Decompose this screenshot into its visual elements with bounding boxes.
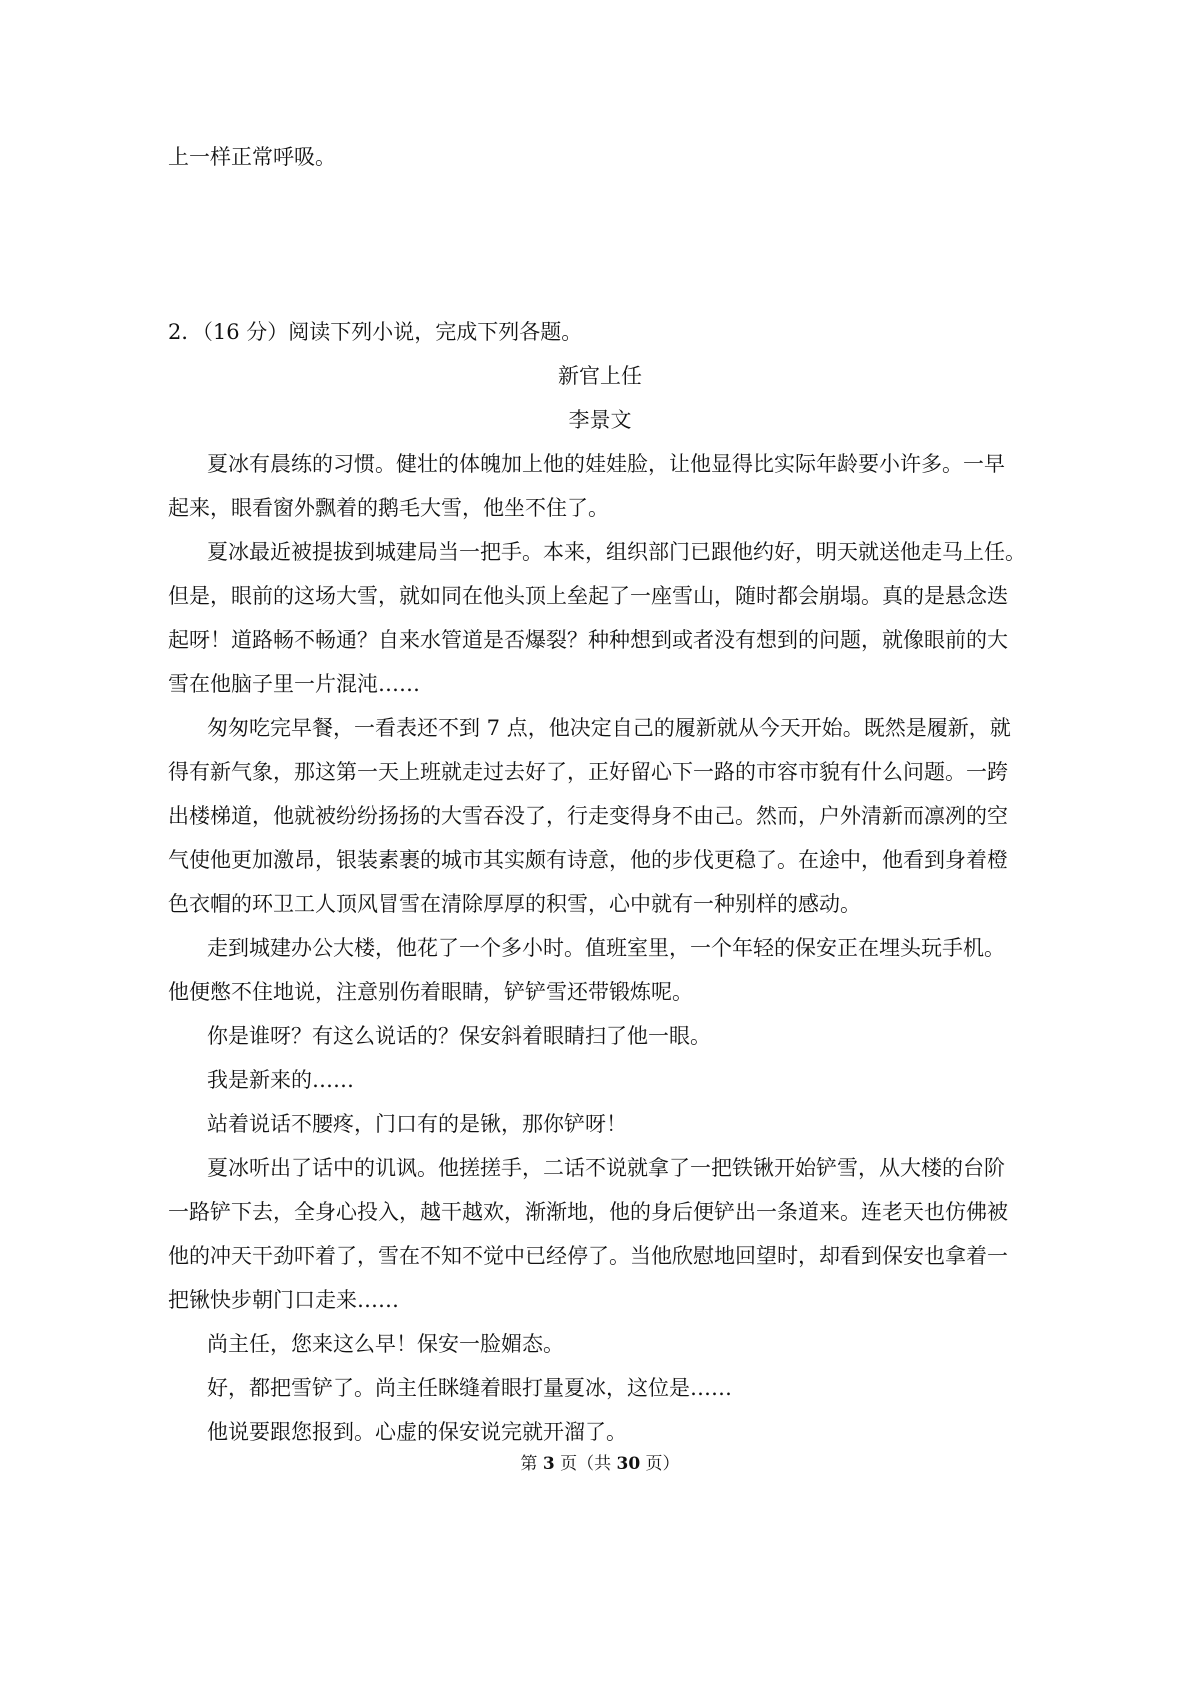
story-line: 匆匆吃完早餐，一看表还不到 7 点，他决定自己的履新就从今天开始。既然是履新，就 (207, 716, 1011, 740)
story-line: 起呀！道路畅不畅通？自来水管道是否爆裂？种种想到或者没有想到的问题，就像眼前的大 (168, 628, 1008, 652)
story-line: 尚主任，您来这么早！保安一脸媚态。 (207, 1332, 564, 1356)
story-line: 好，都把雪铲了。尚主任眯缝着眼打量夏冰，这位是…… (207, 1376, 732, 1400)
footer-page-number: 3 (542, 1454, 555, 1474)
footer-total-pages: 30 (616, 1454, 641, 1474)
story-line: 走到城建办公大楼，他花了一个多小时。值班室里，一个年轻的保安正在埋头玩手机。 (207, 936, 1005, 960)
story-title: 新官上任 (558, 364, 642, 388)
story-line: 把锹快步朝门口走来…… (168, 1288, 399, 1312)
page-footer (0, 1454, 1200, 1474)
story-line: 他便憋不住地说，注意别伤着眼睛，铲铲雪还带锻炼呢。 (168, 980, 693, 1004)
story-line: 站着说话不腰疼，门口有的是锹，那你铲呀！ (207, 1112, 627, 1136)
story-line: 夏冰有晨练的习惯。健壮的体魄加上他的娃娃脸，让他显得比实际年龄要小许多。一早 (207, 452, 1005, 476)
story-line: 得有新气象，那这第一天上班就走过去好了，正好留心下一路的市容市貌有什么问题。一跨 (168, 760, 1008, 784)
question-header: 2．（16 分）阅读下列小说，完成下列各题。 (168, 320, 583, 344)
story-line: 一路铲下去，全身心投入，越干越欢，渐渐地，他的身后便铲出一条道来。连老天也仿佛被 (168, 1200, 1008, 1224)
story-line: 你是谁呀？有这么说话的？保安斜着眼睛扫了他一眼。 (207, 1024, 711, 1048)
footer-middle: 页（共 (554, 1454, 617, 1474)
story-author: 李景文 (568, 408, 632, 432)
story-line: 他说要跟您报到。心虚的保安说完就开溜了。 (207, 1420, 627, 1444)
story-line: 起来，眼看窗外飘着的鹅毛大雪，他坐不住了。 (168, 496, 609, 520)
story-line: 但是，眼前的这场大雪，就如同在他头顶上垒起了一座雪山，随时都会崩塌。真的是悬念迭 (168, 584, 1008, 608)
footer-prefix: 第 (520, 1454, 543, 1474)
story-line: 气使他更加激昂，银装素裹的城市其实颇有诗意，他的步伐更稳了。在途中，他看到身着橙 (168, 848, 1008, 872)
story-line: 他的冲天干劲吓着了，雪在不知不觉中已经停了。当他欣慰地回望时，却看到保安也拿着一 (168, 1244, 1008, 1268)
footer-suffix: 页） (640, 1454, 680, 1474)
story-line: 我是新来的…… (207, 1068, 354, 1092)
story-line: 色衣帽的环卫工人顶风冒雪在清除厚厚的积雪，心中就有一种别样的感动。 (168, 892, 861, 916)
story-line: 出楼梯道，他就被纷纷扬扬的大雪吞没了，行走变得身不由己。然而，户外清新而凛冽的空 (168, 804, 1008, 828)
story-line: 雪在他脑子里一片混沌…… (168, 672, 420, 696)
story-line: 夏冰听出了话中的讥讽。他搓搓手，二话不说就拿了一把铁锹开始铲雪，从大楼的台阶 (207, 1156, 1005, 1180)
previous-answer-fragment: 上一样正常呼吸。 (168, 145, 336, 169)
story-line: 夏冰最近被提拔到城建局当一把手。本来，组织部门已跟他约好，明天就送他走马上任。 (207, 540, 1026, 564)
